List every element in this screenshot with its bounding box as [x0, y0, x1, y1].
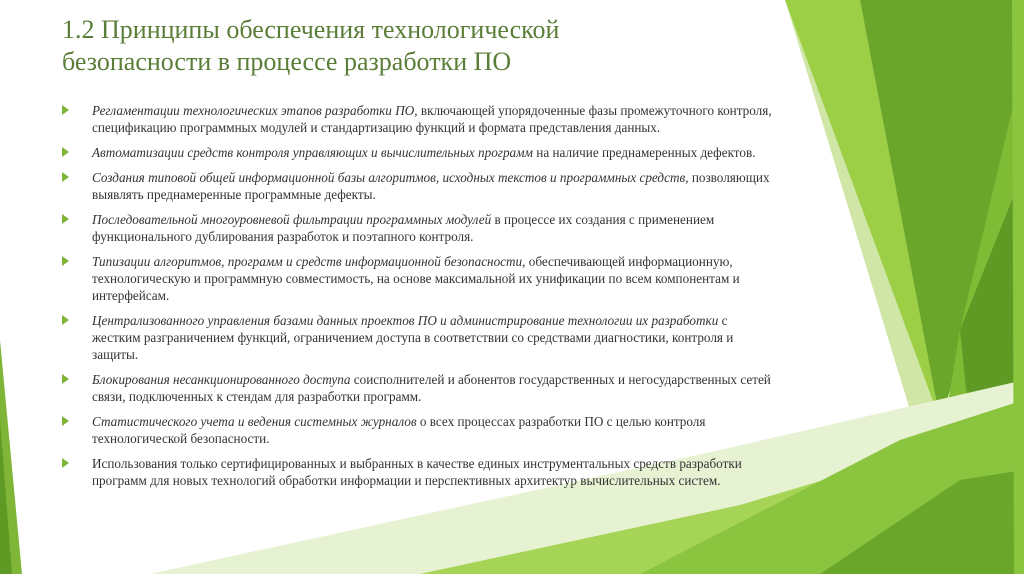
list-item-text: в процессе их создания с применением функционального дублирования разработок и поэтапного контроля. — [92, 212, 715, 244]
right-edge-strip — [1012, 0, 1024, 574]
triangle-bullet-icon — [62, 147, 69, 157]
list-item-text: с жестким разграничением функций, ограничением доступа в соответствии со средствами диагностики, контроля и защиты. — [92, 313, 734, 362]
triangle-bullet-icon — [62, 105, 69, 115]
list-item — [62, 312, 777, 363]
triangle-bullet-icon — [62, 256, 69, 266]
slide-title-line-2: безопасности в процессе разработки ПО — [62, 47, 512, 76]
triangle-bullet-icon — [62, 416, 69, 426]
list-item-emphasis: Автоматизации средств контроля управляющих и вычислительных программ — [92, 145, 533, 160]
triangle-bullet-icon — [62, 374, 69, 384]
list-item — [62, 253, 777, 304]
list-item-text: , включающей упорядоченные фазы промежуточного контроля, спецификацию программных модулей и стандартизацию функций и формата представления данных. — [92, 103, 772, 135]
triangle-bullet-icon — [62, 458, 69, 468]
list-item — [62, 211, 777, 245]
list-item-text: , позволяющих выявлять преднамеренные программные дефекты. — [92, 170, 770, 202]
list-item — [62, 413, 777, 447]
slide-title-line-1: 1.2 Принципы обеспечения технологической — [62, 15, 560, 44]
list-item-text: , обеспечивающей информационную, технологическую и программную совместимость, на основе максимальной их унификации по всем компонентам и интерфейсам. — [92, 254, 740, 303]
list-item-text: соисполнителей и абонентов государственных и негосударственных сетей связи, подключенных к стендам для разработки программ. — [92, 372, 771, 404]
list-item-emphasis: Создания типовой общей информационной базы алгоритмов, исходных текстов и программных средств — [92, 170, 686, 185]
list-item — [62, 102, 777, 136]
list-item-emphasis: Централизованного управления базами данных проектов ПО и администрирование технологии их разработки — [92, 313, 719, 328]
list-item-text: Использования только сертифицированных и выбранных в качестве единых инструментальных средств разработки программ для новых технологий обработки информации и перспективных архитектур вычислительных систем. — [92, 456, 742, 488]
triangle-bullet-icon — [62, 214, 69, 224]
list-item-emphasis: Регламентации технологических этапов разработки ПО — [92, 103, 415, 118]
list-item — [62, 455, 777, 489]
list-item-emphasis: Блокирования несанкционированного доступа — [92, 372, 351, 387]
triangle-bullet-icon — [62, 172, 69, 182]
principles-list — [62, 102, 777, 497]
list-item-text: о всех процессах разработки ПО с целью контроля технологической безопасности. — [92, 414, 706, 446]
list-item-emphasis: Статистического учета и ведения системных журналов — [92, 414, 417, 429]
list-item-text: на наличие преднамеренных дефектов. — [532, 145, 756, 160]
triangle-bullet-icon — [62, 315, 69, 325]
list-item-emphasis: Типизации алгоритмов, программ и средств информационной безопасности — [92, 254, 523, 269]
list-item — [62, 371, 777, 405]
list-item — [62, 169, 777, 203]
slide-title — [62, 14, 742, 78]
list-item-emphasis: Последовательной многоуровневой фильтрации программных модулей — [92, 212, 492, 227]
list-item — [62, 144, 777, 161]
